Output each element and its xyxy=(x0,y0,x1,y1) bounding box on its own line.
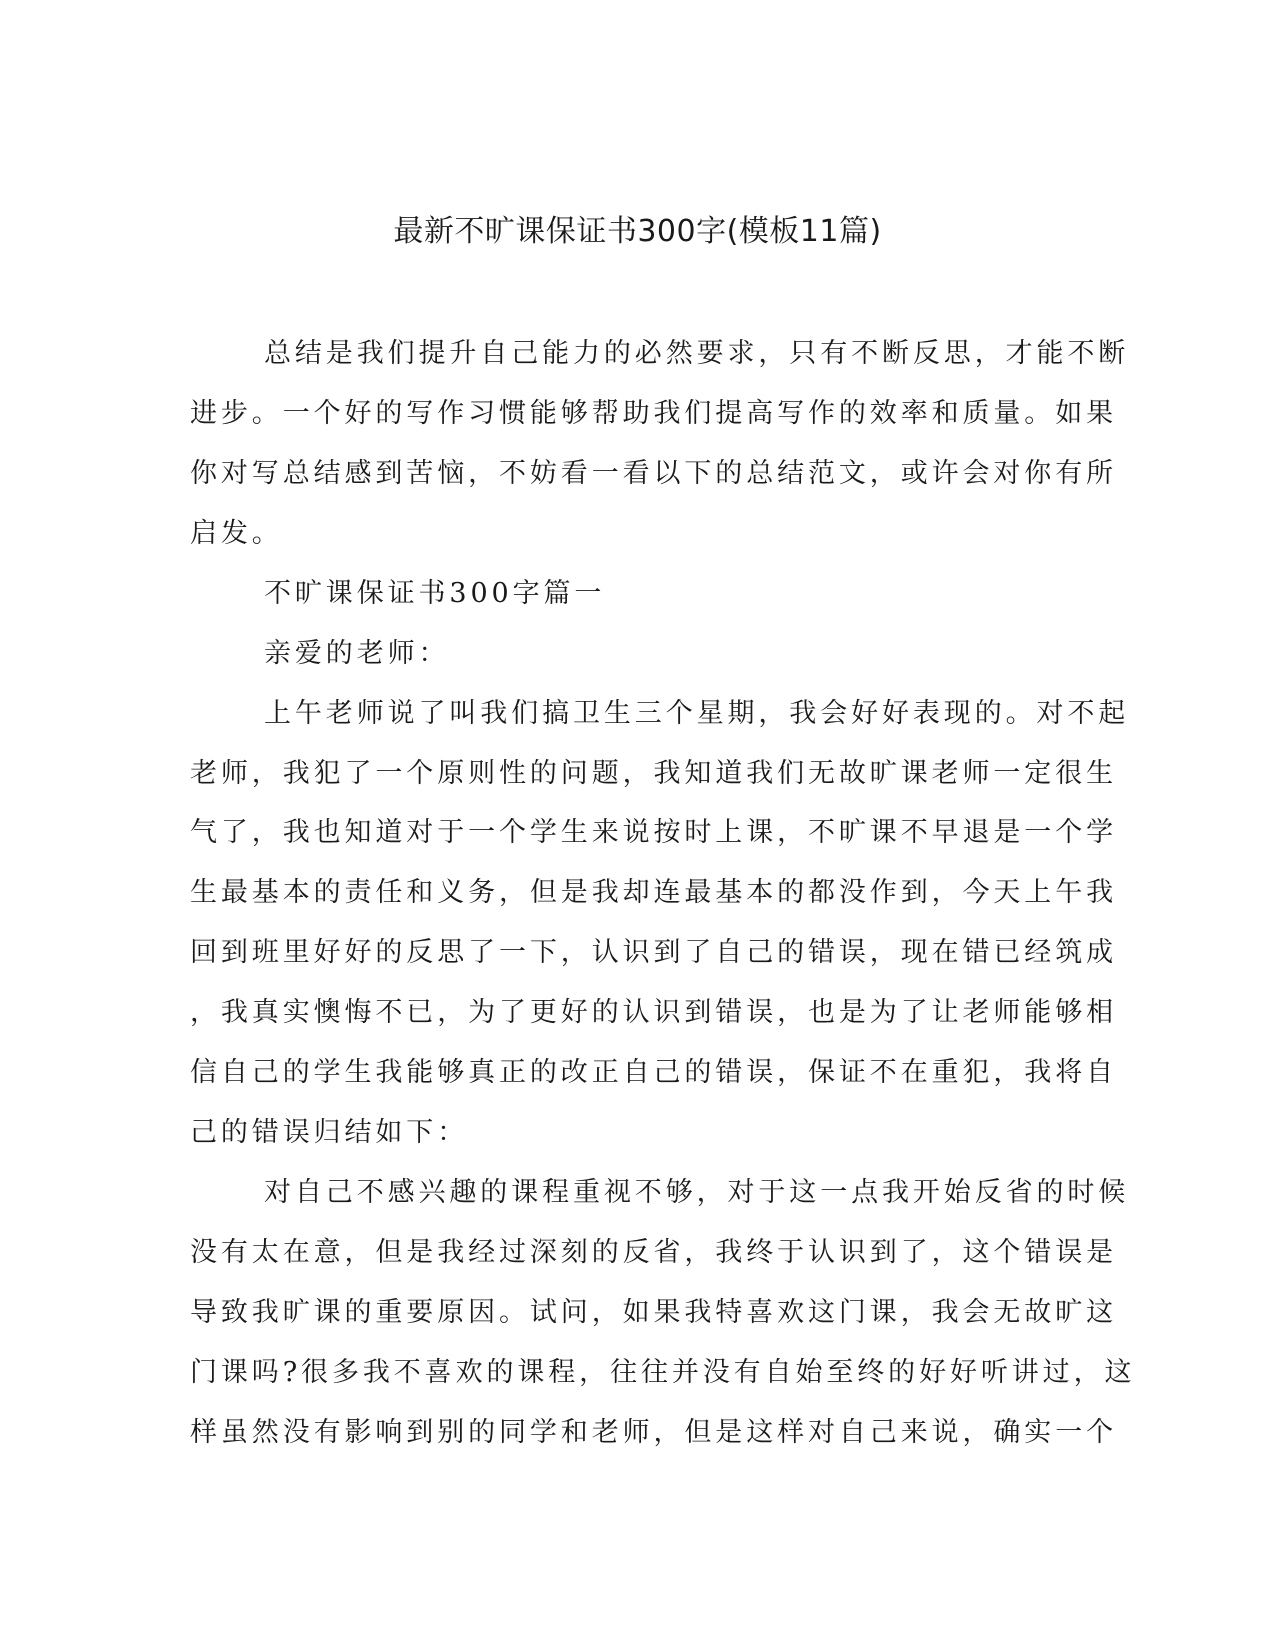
paragraph-line: 己的错误归结如下： xyxy=(190,1117,469,1148)
paragraph-line: 上午老师说了叫我们搞卫生三个星期，我会好好表现的。对不起 xyxy=(264,698,1130,729)
section-heading: 不旷课保证书300字篇一 xyxy=(264,578,606,609)
paragraph-line: 气了，我也知道对于一个学生来说按时上课，不旷课不早退是一个学 xyxy=(190,817,1117,848)
paragraph-line: 信自己的学生我能够真正的改正自己的错误，保证不在重犯，我将自 xyxy=(190,1057,1117,1088)
paragraph-line: 老师，我犯了一个原则性的问题，我知道我们无故旷课老师一定很生 xyxy=(190,758,1117,789)
paragraph-line: 启发。 xyxy=(190,518,283,549)
paragraph-line: 你对写总结感到苦恼，不妨看一看以下的总结范文，或许会对你有所 xyxy=(190,458,1117,489)
paragraph-line: 总结是我们提升自己能力的必然要求，只有不断反思，才能不断 xyxy=(264,338,1130,369)
paragraph-line: 对自己不感兴趣的课程重视不够，对于这一点我开始反省的时候 xyxy=(264,1177,1130,1208)
paragraph-line: ，我真实懊悔不已，为了更好的认识到错误，也是为了让老师能够相 xyxy=(190,997,1117,1028)
paragraph-line: 门课吗?很多我不喜欢的课程，往往并没有自始至终的好好听讲过，这 xyxy=(190,1357,1136,1388)
paragraph-line: 生最基本的责任和义务，但是我却连最基本的都没作到，今天上午我 xyxy=(190,877,1117,908)
document-title: 最新不旷课保证书300字(模板11篇) xyxy=(393,214,882,249)
paragraph-line: 导致我旷课的重要原因。试问，如果我特喜欢这门课，我会无故旷这 xyxy=(190,1297,1117,1328)
salutation: 亲爱的老师： xyxy=(264,638,450,669)
paragraph-line: 回到班里好好的反思了一下，认识到了自己的错误，现在错已经筑成 xyxy=(190,937,1117,968)
paragraph-line: 进步。一个好的写作习惯能够帮助我们提高写作的效率和质量。如果 xyxy=(190,398,1117,429)
paragraph-line: 没有太在意，但是我经过深刻的反省，我终于认识到了，这个错误是 xyxy=(190,1237,1117,1268)
paragraph-line: 样虽然没有影响到别的同学和老师，但是这样对自己来说，确实一个 xyxy=(190,1417,1117,1448)
